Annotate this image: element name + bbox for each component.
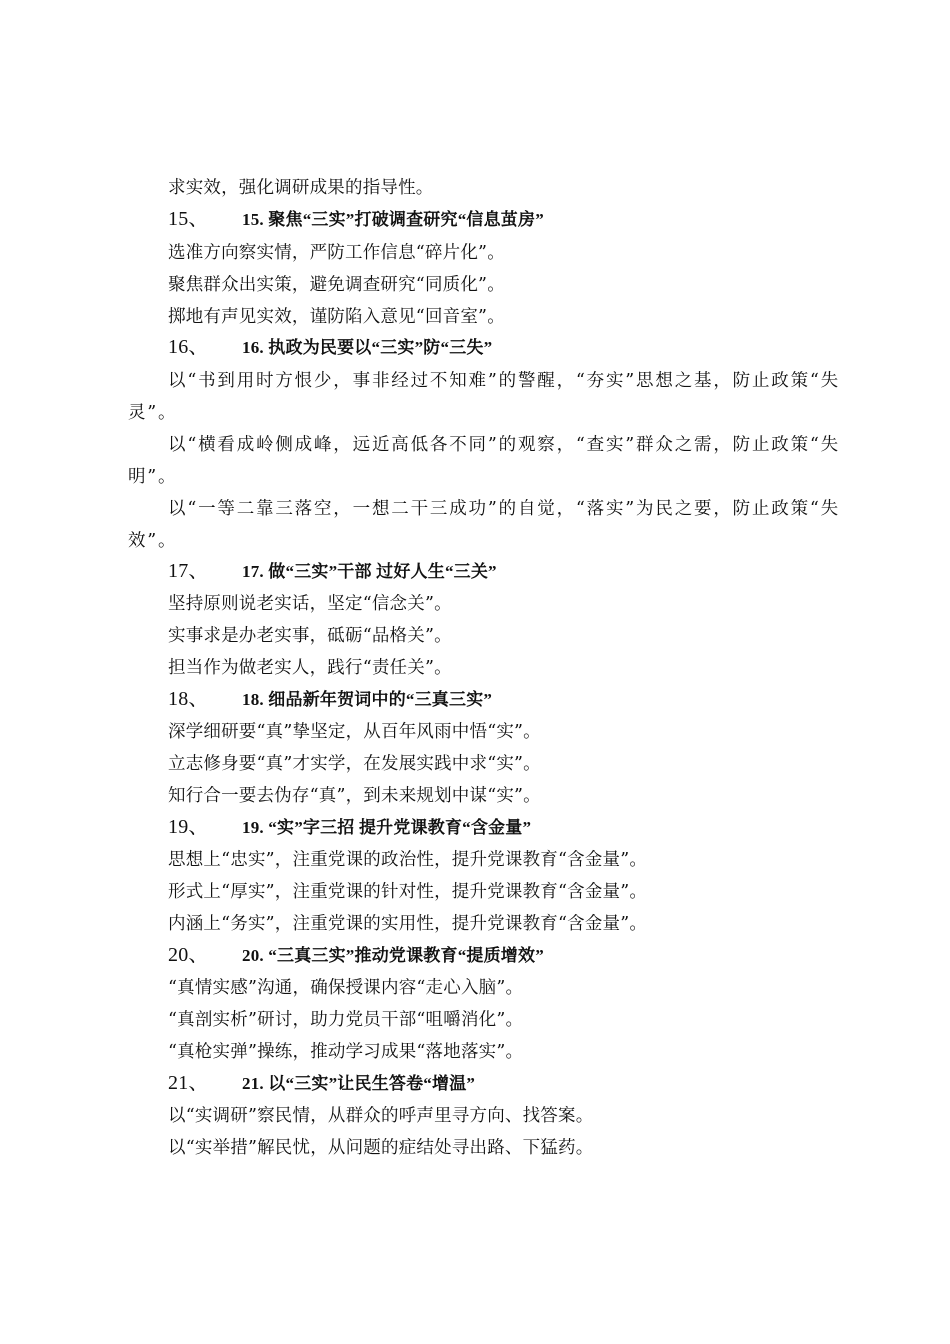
section-heading [168,207,868,232]
body-paragraph: 以“一等二靠三落空，一想二干三成功”的自觉，“落实”为民之要，防止政策“失效”。 [128,499,840,551]
section-number: 15、 [168,208,209,230]
body-line: 知行合一要去伪存“真”，到未来规划中谋“实”。 [168,786,541,806]
body-line: 坚持原则说老实话，坚定“信念关”。 [168,594,452,614]
section-title: 20. “三真三实”推动党课教育“提质增效” [242,946,544,965]
body-line: 以“实调研”察民情，从群众的呼声里寻方向、找答案。 [168,1106,594,1126]
section-heading [168,687,868,712]
section-heading [168,815,868,840]
section-title: 21. 以“三实”让民生答卷“增温” [242,1074,476,1093]
body-paragraph: 以“横看成岭侧成峰，远近高低各不同”的观察，“查实”群众之需，防止政策“失明”。 [128,435,840,487]
section-number: 18、 [168,688,209,710]
section-heading [168,559,868,584]
body-line: 聚焦群众出实策，避免调查研究“同质化”。 [168,275,505,295]
section-heading [168,335,868,360]
body-line: 内涵上“务实”，注重党课的实用性，提升党课教育“含金量”。 [168,914,648,934]
body-line: 担当作为做老实人，践行“责任关”。 [168,658,452,678]
body-line: 选准方向察实情，严防工作信息“碎片化”。 [168,243,505,263]
intro-line: 求实效，强化调研成果的指导性。 [168,178,434,198]
section-title: 19. “实”字三招 提升党课教育“含金量” [242,818,532,837]
body-line: “真枪实弹”操练，推动学习成果“落地落实”。 [168,1042,524,1062]
section-title: 16. 执政为民要以“三实”防“三失” [242,338,493,357]
body-line: 思想上“忠实”，注重党课的政治性，提升党课教育“含金量”。 [168,850,648,870]
body-line: 形式上“厚实”，注重党课的针对性，提升党课教育“含金量”。 [168,882,648,902]
body-line: “真情实感”沟通，确保授课内容“走心入脑”。 [168,978,524,998]
section-heading [168,1071,868,1096]
body-paragraph: 以“书到用时方恨少，事非经过不知难”的警醒，“夯实”思想之基，防止政策“失灵”。 [128,371,840,423]
body-line: 立志修身要“真”才实学，在发展实践中求“实”。 [168,754,541,774]
section-number: 20、 [168,944,209,966]
body-line: 实事求是办老实事，砥砺“品格关”。 [168,626,452,646]
body-line: 深学细研要“真”挚坚定，从百年风雨中悟“实”。 [168,722,541,742]
body-line: 掷地有声见实效，谨防陷入意见“回音室”。 [168,307,505,327]
body-line: 以“实举措”解民忧，从问题的症结处寻出路、下猛药。 [168,1138,594,1158]
body-line: “真剖实析”研讨，助力党员干部“咀嚼消化”。 [168,1010,524,1030]
section-title: 18. 细品新年贺词中的“三真三实” [242,690,493,709]
section-heading [168,943,868,968]
section-number: 19、 [168,816,209,838]
section-number: 21、 [168,1072,209,1094]
section-title: 15. 聚焦“三实”打破调查研究“信息茧房” [242,210,544,229]
section-number: 17、 [168,560,209,582]
section-title: 17. 做“三实”干部 过好人生“三关” [242,562,497,581]
section-number: 16、 [168,336,209,358]
